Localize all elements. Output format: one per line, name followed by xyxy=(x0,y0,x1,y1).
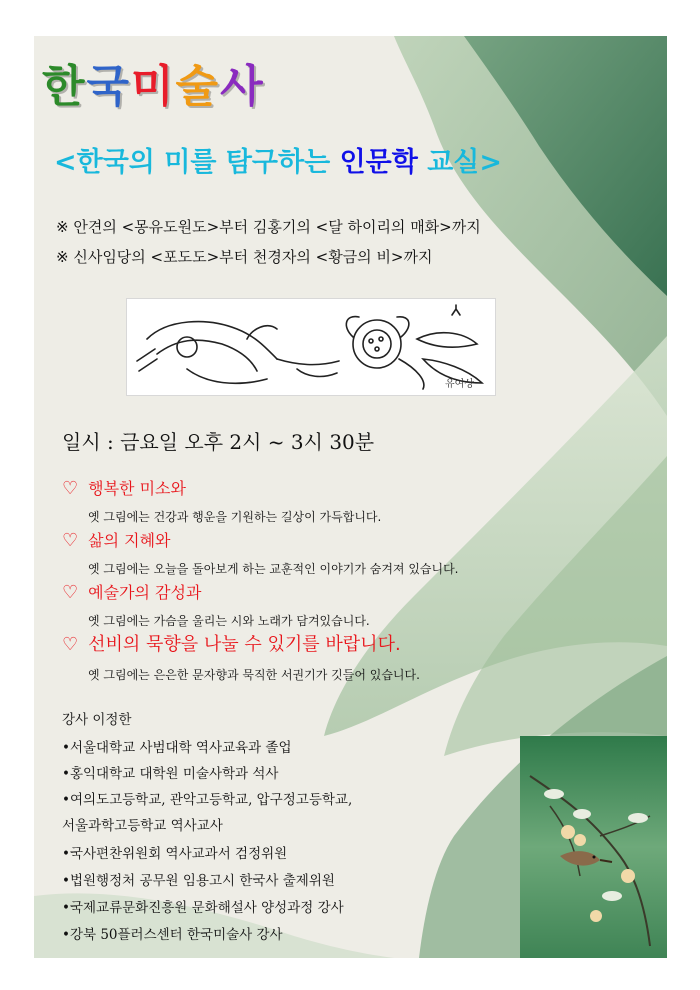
teacher-item: •국사편찬위원회 역사교과서 검정위원 xyxy=(62,846,288,862)
theme-3-title xyxy=(62,580,201,603)
theme-1-label: 행복한 미소와 xyxy=(88,479,186,498)
main-title xyxy=(42,50,265,114)
theme-2-desc: 옛 그림에는 오늘을 돌아보게 하는 교훈적인 이야기가 숨겨져 있습니다. xyxy=(88,562,459,576)
teacher-item: 서울과학고등학교 역사교사 xyxy=(62,818,223,834)
theme-1-title xyxy=(62,476,186,499)
heart-icon: ♡ xyxy=(62,634,79,655)
theme-2-label: 삶의 지혜와 xyxy=(88,531,171,550)
sketch-signature: 유여상 xyxy=(445,379,474,390)
teacher-item: •홍익대학교 대학원 미술사학과 석사 xyxy=(62,766,279,782)
teacher-item: •국제교류문화진흥원 문화해설사 양성과정 강사 xyxy=(62,900,344,916)
note-1: ※ 안견의 <몽유도원도>부터 김홍기의 <달 하이리의 매화>까지 xyxy=(56,218,481,236)
theme-3-desc: 옛 그림에는 가슴을 울리는 시와 노래가 담겨있습니다. xyxy=(88,614,370,628)
teacher-item: •법원행정처 공무원 임용고시 한국사 출제위원 xyxy=(62,873,335,889)
theme-4-label: 선비의 묵향을 나눌 수 있기를 바랍니다. xyxy=(88,634,401,655)
teacher-item: •서울대학교 사범대학 역사교육과 졸업 xyxy=(62,740,292,756)
teacher-item: •여의도고등학교, 관악고등학교, 압구정고등학교, xyxy=(62,792,353,808)
schedule-text: 일시 : 금요일 오후 2시 ~ 3시 30분 xyxy=(62,430,375,454)
subtitle-part-3: 교실> xyxy=(417,147,502,178)
subtitle-part-1: <한국의 미를 탐구하는 xyxy=(54,147,340,178)
note-2: ※ 신사임당의 <포도도>부터 천경자의 <황금의 비>까지 xyxy=(56,248,433,266)
theme-3-label: 예술가의 감성과 xyxy=(88,583,202,602)
title-char-2: 국 xyxy=(86,61,132,112)
bird-painting-image xyxy=(520,736,667,958)
theme-1-desc: 옛 그림에는 건강과 행운을 기원하는 길상이 가득합니다. xyxy=(88,510,382,524)
heart-icon: ♡ xyxy=(62,478,79,499)
heart-icon: ♡ xyxy=(62,582,79,603)
heart-icon: ♡ xyxy=(62,530,79,551)
subtitle-highlight: 인문학 xyxy=(339,147,418,178)
title-char-3: 미 xyxy=(131,61,176,112)
teacher-heading: 강사 이정한 xyxy=(62,712,132,728)
subtitle xyxy=(54,140,502,179)
sketch-drawing xyxy=(127,299,495,395)
title-char-5: 사 xyxy=(220,61,265,112)
poster xyxy=(34,36,667,958)
theme-2-title xyxy=(62,528,171,551)
ink-sketch-image xyxy=(126,298,496,396)
theme-4-title xyxy=(62,630,401,656)
teacher-item: •강북 50플러스센터 한국미술사 강사 xyxy=(62,927,283,943)
title-char-4: 술 xyxy=(175,61,221,112)
theme-4-desc: 옛 그림에는 은은한 문자향과 묵직한 서권기가 깃들어 있습니다. xyxy=(88,668,420,682)
title-char-1: 한 xyxy=(42,61,87,112)
